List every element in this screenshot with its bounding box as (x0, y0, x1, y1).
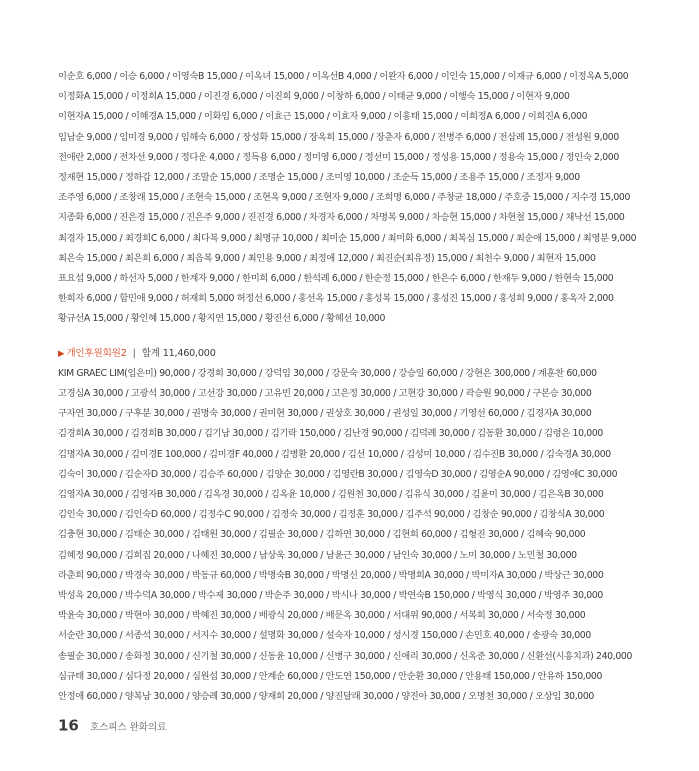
donor-list-line: 이정화A 15,000 / 이정희A 15,000 / 이진경 6,000 / 이진희 9,000 / 이창하 6,000 / 이태균 9,000 / 이행숙 15,000 / 이현자 9,000 (58, 91, 570, 103)
donor-list-line: 심규태 30,000 / 심다정 20,000 / 심원섭 30,000 / 안계순 60,000 / 안도연 150,000 / 안순환 30,000 / 안용태 150,000 / 안유하 150,000 (58, 670, 603, 682)
section-heading (58, 344, 625, 364)
donor-list-line: 박성옥 20,000 / 박수덕A 30,000 / 박수제 30,000 / 박순주 30,000 / 박시나 30,000 / 박연숙B 150,000 / 박영식 30,000 / 박영주 30,000 (58, 590, 603, 602)
donor-list-line: 지종화 6,000 / 진은경 15,000 / 진은주 9,000 / 진진경 6,000 / 차경자 6,000 / 차명복 9,000 / 차승현 15,000 / 차현철 15,000 / 채낙선 15,000 (58, 212, 625, 224)
donor-list-line: 김경희A 30,000 / 김경희B 30,000 / 김기남 30,000 / 김기락 150,000 / 김난경 90,000 / 김덕례 30,000 / 김동환 30,000 / 김령은 10,000 (58, 428, 603, 440)
donor-list-line: 임남순 9,000 / 임미경 9,000 / 임해숙 6,000 / 장성화 15,000 / 장옥희 15,000 / 장춘자 6,000 / 전병주 6,000 / 전삼례 15,000 / 전성원 9,000 (58, 131, 619, 143)
donor-list-line: 서순란 30,000 / 서종석 30,000 / 서지수 30,000 / 설명화 30,000 / 설숙자 10,000 / 성시경 150,000 / 손민호 40,000 / 송광숙 30,000 (58, 630, 591, 642)
donor-list-line: 고경심A 30,000 / 고광석 30,000 / 고선강 30,000 / 고유빈 20,000 / 고은정 30,000 / 고현강 30,000 / 곽승원 90,000 / 구본승 30,000 (58, 388, 592, 400)
donor-list-line: 송필순 30,000 / 송화정 30,000 / 신기철 30,000 / 신동윤 10,000 / 신병구 30,000 / 신애리 30,000 / 신옥준 30,000 / 신환선(시흥치과) 240,000 (58, 650, 633, 662)
section-total: 합계 11,460,000 (141, 347, 216, 359)
donor-list-line: 한희자 6,000 / 함민애 9,000 / 허재희 5,000 허정선 6,000 / 홍선옥 15,000 / 홍성복 15,000 / 홍성진 15,000 / 홍성희 9,000 / 홍옥자 2,000 (58, 293, 614, 305)
donor-list-line: KIM GRAEC LIM(임은미) 90,000 / 강경희 30,000 / 강덕임 30,000 / 강문숙 30,000 / 강승일 60,000 / 강현은 300,000 / 계훈찬 60,000 (58, 367, 597, 379)
donor-list-line: 정재현 15,000 / 정하갑 12,000 / 조말순 15,000 / 조명순 15,000 / 조미영 10,000 / 조순득 15,000 / 조용주 15,000 / 조정자 9,000 (58, 172, 580, 184)
donor-list-line: 구자연 30,000 / 구후분 30,000 / 권명숙 30,000 / 권미현 30,000 / 권상호 30,000 / 권성일 30,000 / 기영선 60,000 / 김경자A 30,000 (58, 408, 592, 420)
heading-separator: | (132, 347, 136, 359)
donor-list-line: 김충현 30,000 / 김태순 30,000 / 김태원 30,000 / 김필순 30,000 / 김하연 30,000 / 김현희 60,000 / 김형진 30,000 / 김혜숙 90,000 (58, 529, 586, 541)
donor-block-2 (58, 364, 633, 707)
publication-name: 호스피스 완화의료 (89, 721, 167, 733)
page-number: 16 (58, 716, 79, 735)
donor-list-line: 김명자A 30,000 / 김미경E 100,000 / 김미경F 40,000 / 김병환 20,000 / 김선 10,000 / 김성미 10,000 / 김수진B 30,000 / 김숙경A 30,000 (58, 448, 611, 460)
donor-block-1 (58, 67, 637, 330)
donor-list-line: 조주영 6,000 / 조창래 15,000 / 조현숙 15,000 / 조현옥 9,000 / 조현자 9,000 / 조희명 6,000 / 주창균 18,000 / 주호중 15,000 / 지수경 15,000 (58, 192, 631, 204)
section-title: 개인후원회원2 (66, 347, 127, 359)
donor-list-line: 김인숙 30,000 / 김인숙D 60,000 / 김정수C 90,000 / 김정숙 30,000 / 김정훈 30,000 / 김주석 90,000 / 김창순 90,000 / 김창식A 30,000 (58, 509, 605, 521)
donor-list-line: 전애란 2,000 / 전차선 9,000 / 정다운 4,000 / 정득용 6,000 / 정미영 6,000 / 정선미 15,000 / 정성용 15,000 / 정용숙 15,000 / 정인숙 2,000 (58, 151, 619, 163)
donor-list-line: 안정애 60,000 / 양복남 30,000 / 양승례 30,000 / 양재희 20,000 / 양진달래 30,000 / 양진아 30,000 / 오명천 30,000 / 오상임 30,000 (58, 691, 595, 703)
donor-list-line: 표요섭 9,000 / 하선자 5,000 / 한계자 9,000 / 한미희 6,000 / 한석례 6,000 / 한순정 15,000 / 한은수 6,000 / 한재두 9,000 / 한현숙 15,000 (58, 273, 614, 285)
donor-list-line: 김숙이 30,000 / 김순자D 30,000 / 김승주 60,000 / 김양순 30,000 / 김영란B 30,000 / 김영숙D 30,000 / 김영순A 90,000 / 김영애C 30,000 (58, 468, 618, 480)
donor-list-line: 최은숙 15,000 / 최은희 6,000 / 최음복 9,000 / 최인용 9,000 / 최정애 12,000 / 최진순(최유정) 15,000 / 최천수 9,000 / 최현자 15,000 (58, 252, 596, 264)
donor-list-line: 황규선A 15,000 / 황인혜 15,000 / 황지연 15,000 / 황진선 6,000 / 황혜선 10,000 (58, 313, 386, 325)
donor-list (58, 67, 637, 707)
donor-list-line: 이현자A 15,000 / 이혜경A 15,000 / 이화임 6,000 / 이효근 15,000 / 이효자 9,000 / 이홍태 15,000 / 이희정A 6,000 / 이희진A 6,000 (58, 111, 588, 123)
donor-list-line: 김혜정 90,000 / 김희집 20,000 / 나혜진 30,000 / 남상욱 30,000 / 남윤근 30,000 / 남인숙 30,000 / 노미 30,000 / 노민철 30,000 (58, 549, 577, 561)
donor-list-line: 라춘희 90,000 / 박경숙 30,000 / 박동규 60,000 / 박명숙B 30,000 / 박명신 20,000 / 박명희A 30,000 / 박미자A 30,000 / 박상근 30,000 (58, 569, 604, 581)
donor-list-line: 김영자A 30,000 / 김영자B 30,000 / 김옥경 30,000 / 김옥윤 10,000 / 김원천 30,000 / 김유식 30,000 / 김윤미 30,000 / 김은옥B 30,000 (58, 489, 604, 501)
arrow-right-icon: ▶ (58, 348, 65, 359)
donor-list-line: 최경자 15,000 / 최경희C 6,000 / 최다복 9,000 / 최명규 10,000 / 최미순 15,000 / 최미화 6,000 / 최복심 15,000 / 최순애 15,000 / 최영분 9,000 (58, 232, 637, 244)
donor-list-line: 이순호 6,000 / 이승 6,000 / 이영숙B 15,000 / 이옥녀 15,000 / 이옥선B 4,000 / 이완자 6,000 / 이인숙 15,000 / 이재규 6,000 / 이정옥A 5,000 (58, 71, 629, 82)
page-footer (58, 715, 166, 735)
donor-list-line: 박윤숙 30,000 / 박현아 30,000 / 박혜진 30,000 / 배광식 20,000 / 배문옥 30,000 / 서대위 90,000 / 서복희 30,000 / 서숙정 30,000 (58, 610, 586, 622)
